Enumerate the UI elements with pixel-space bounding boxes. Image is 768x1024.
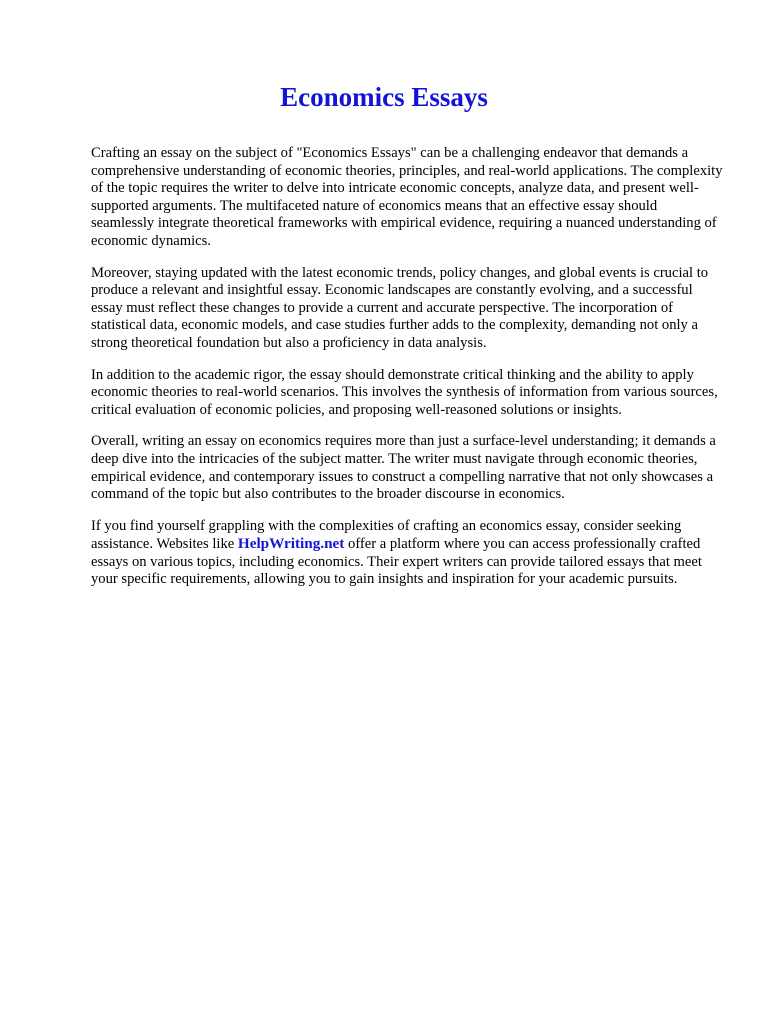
paragraph-5-after-link: offer a platform where you can access professionally crafted essays on various topics, including economics. Their expert writers can provide tailored essays that meet your specific requirements, allowing you to gain insights and inspiration for your academic pursuits. — [91, 536, 702, 588]
helpwriting-link[interactable]: HelpWriting.net — [237, 535, 345, 553]
document-body — [91, 145, 723, 603]
paragraph-5-before-link: If you find yourself grappling with the complexities of crafting an economics essay, consider seeking assistance. Websites like — [91, 517, 682, 553]
paragraph-4: Overall, writing an essay on economics requires more than just a surface-level understanding; it demands a deep dive into the intricacies of the subject matter. The writer must navigate through economic theories, empirical evidence, and contemporary issues to construct a compelling narrative that not only showcases a command of the topic but also contributes to the broader discourse in economics. — [91, 433, 716, 503]
paragraph-5 — [91, 518, 723, 589]
paragraph-2: Moreover, staying updated with the latest economic trends, policy changes, and global events is crucial to produce a relevant and insightful essay. Economic landscapes are constantly evolving, and a successful essay must reflect these changes to provide a current and accurate perspective. The incorporation of statistical data, economic models, and case studies further adds to the complexity, demanding not only a strong theoretical foundation but also a proficiency in data analysis. — [91, 264, 709, 351]
document-title: Economics Essays — [280, 82, 488, 112]
paragraph-1: Crafting an essay on the subject of "Economics Essays" can be a challenging endeavor that demands a comprehensive understanding of economic theories, principles, and real-world applications. The complexity of the topic requires the writer to delve into intricate economic concepts, analyze data, and present well-supported arguments. The multifaceted nature of economics means that an effective essay should seamlessly integrate theoretical frameworks with empirical evidence, requiring a nuanced understanding of economic dynamics. — [91, 145, 723, 249]
paragraph-3: In addition to the academic rigor, the essay should demonstrate critical thinking and the ability to apply economic theories to real-world scenarios. This involves the synthesis of information from various sources, critical evaluation of economic policies, and proposing well-reasoned solutions or insights. — [91, 366, 718, 418]
